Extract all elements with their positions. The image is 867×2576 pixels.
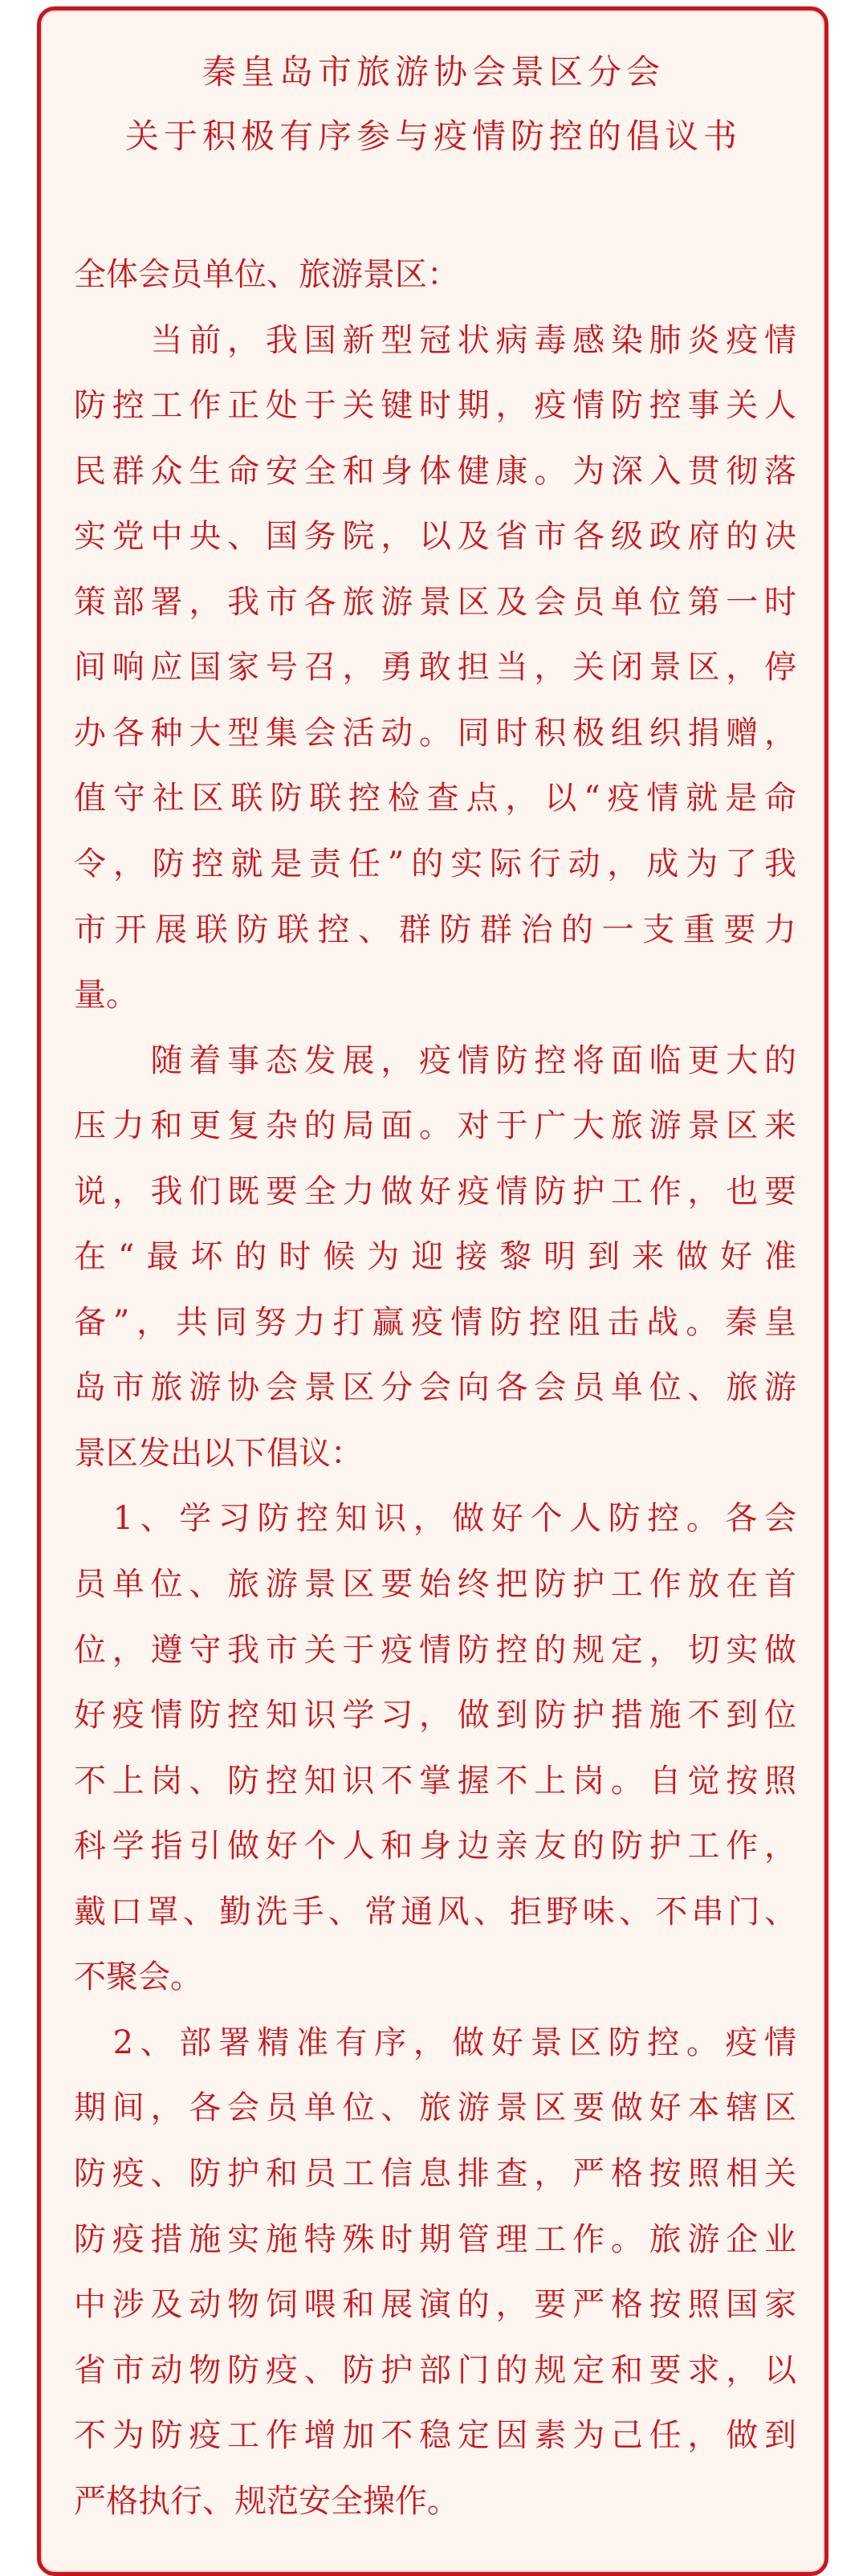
body-text-line: 不上岗、防控知识不掌握不上岗。自觉按照: [74, 1762, 796, 1800]
body-text-line: 民群众生命安全和身体健康。为深入贯彻落: [74, 452, 796, 490]
body-text-line: 值守社区联防联控检查点，以“疫情就是命: [74, 780, 796, 817]
body-text-line: 不为防疫工作增加不稳定因素为己任，做到: [74, 2417, 796, 2455]
body-text-line: 间响应国家号召，勇敢担当，关闭景区，停: [74, 649, 796, 687]
body-text-line: 办各种大型集会活动。同时积极组织捐赠，: [74, 714, 796, 752]
body-text-line: 中涉及动物饲喂和展演的，要严格按照国家: [74, 2286, 796, 2324]
body-text-line: 防疫措施实施特殊时期管理工作。旅游企业: [74, 2220, 796, 2258]
body-text-line: 岛市旅游协会景区分会向各会员单位、旅游: [74, 1369, 796, 1407]
body-text-line: 备”，共同努力打赢疫情防控阻击战。秦皇: [74, 1303, 796, 1341]
body-text-line: 策部署，我市各旅游景区及会员单位第一时: [74, 583, 796, 621]
body-text-line: 在“最坏的时候为迎接黎明到来做好准: [74, 1238, 796, 1276]
body-text-line: 省市动物防疫、防护部门的规定和要求，以: [74, 2351, 796, 2389]
body-text-line: 压力和更复杂的局面。对于广大旅游景区来: [74, 1107, 796, 1145]
body-text-line: 员单位、旅游景区要始终把防护工作放在首: [74, 1566, 796, 1603]
body-text-line: 戴口罩、勤洗手、常通风、拒野味、不串门、: [74, 1893, 796, 1930]
body-text-line: 量。: [74, 976, 138, 1014]
body-text-line: 期间，各会员单位、旅游景区要做好本辖区: [74, 2089, 796, 2127]
body-text-line: 市开展联防联控、群防群治的一支重要力: [74, 911, 796, 948]
document-title-line-2: 关于积极有序参与疫情防控的倡议书: [124, 116, 742, 156]
body-text-line: 景区发出以下倡议：: [74, 1434, 363, 1472]
body-text-line: 当前，我国新型冠状病毒感染肺炎疫情: [74, 321, 796, 359]
body-text-line: 科学指引做好个人和身边亲友的防护工作，: [74, 1828, 796, 1865]
body-text-line: 令，防控就是责任”的实际行动，成为了我: [74, 845, 796, 882]
body-text-line: 全体会员单位、旅游景区：: [74, 256, 459, 293]
body-text-line: 随着事态发展，疫情防控将面临更大的: [74, 1041, 796, 1079]
document-title-line-1: 秦皇岛市旅游协会景区分会: [201, 52, 665, 92]
body-text-line: 2、部署精准有序，做好景区防控。疫情: [74, 2024, 796, 2061]
body-text-line: 实党中央、国务院，以及省市各级政府的决: [74, 518, 796, 556]
body-text-line: 好疫情防控知识学习，做到防护措施不到位: [74, 1697, 796, 1734]
body-text-line: 不聚会。: [74, 1958, 202, 1996]
body-text-line: 防疫、防护和员工信息排查，严格按照相关: [74, 2154, 796, 2192]
body-text-line: 位，遵守我市关于疫情防控的规定，切实做: [74, 1631, 796, 1669]
body-text-line: 1、学习防控知识，做好个人防控。各会: [74, 1500, 796, 1538]
body-text-line: 严格执行、规范安全操作。: [74, 2482, 459, 2520]
body-text-line: 说，我们既要全力做好疫情防护工作，也要: [74, 1172, 796, 1210]
body-text-line: 防控工作正处于关键时期，疫情防控事关人: [74, 387, 796, 425]
